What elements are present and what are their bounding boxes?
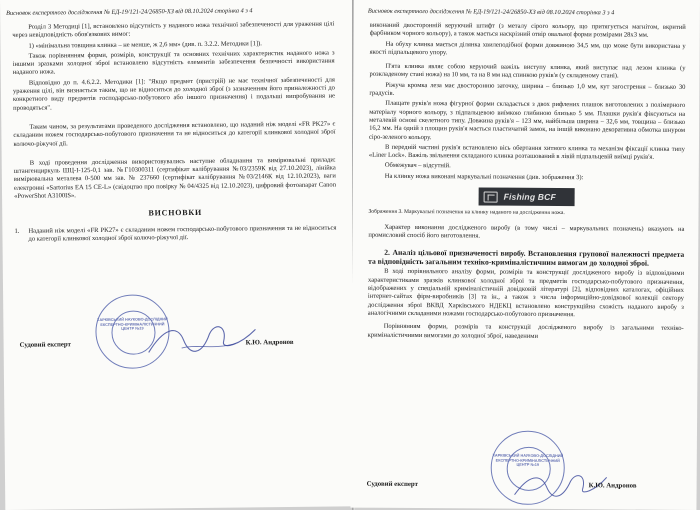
figure-caption: Зображення 3. Маркувальні позначення на клинку наданого на дослідження ножа. (368, 208, 565, 217)
paragraph: Розділ 3 Методиці [1], встановлено відсутність у наданого ножа технічної забезпеченості для ураження цілі через невідповідність обов'язкових вимог: (12, 20, 335, 40)
signature-label: Судовий експерт (366, 480, 418, 489)
signature-label: Судовий експерт (19, 341, 71, 349)
paragraph: В ході проведення дослідження використовувались наступне обладнання та вимірювальні прилади: штангенциркуль ШЦ-I-125-0,1 зав. №Г10300311 (сертифікат калібрування №03/2359К від 27.10.2023), лінійка вимірювальна металева 0-500 мм зав. № 237660 (сертифікат калібрування №03/2146К від 12.10.2023), ваги електронні «Sartorius EA 15 CE-L» (свідоцтво про повірку № 04/4325 від 12.10.2023), цифровий фотоапарат Canon «PowerShot A3100IS». (13, 156, 336, 200)
paragraph: Ріжуча кромка леза має двосторонню заточку, ширина – близько 1,0 мм, кут загострення – близько 30 градусів. (369, 81, 686, 97)
conclusion-number: 1. (14, 227, 20, 235)
page-header: Висновок експертного дослідження № ЕД-19/121-24/26850-ХЗ від 08.10.2024 сторінка 4 з 4 (6, 7, 253, 17)
signature-name: К.Ю. Андронов (588, 482, 637, 490)
paragraph: виконаний двосторонній керуючий штифт (з металу сірого кольору, що притягується магнітом, вкритий фарбником чорного кольору), а також мається наскрізний отвір овальної форми розмірами 28х3 мм. (369, 21, 686, 39)
paragraph: Також порівнянням форми, розмірів, конструкції та основних технічних характеристик наданого ножа з іншими зразками холодної зброї встановлено відсутність елементів забезпечення безпечності використання наданого ножа. (12, 49, 335, 77)
paragraph: Відповідно до п. 4.6.2.2. Методики [1]: "Якщо предмет (пристрій) не має технічної забезпеченості для ураження цілі, він визнається таким, що не відноситься до холодної зброї (з зазначенням його приналежності до конкретного виду предметів господарсько-побутового або іншого призначення) і подальші випробування не проводяться". (12, 76, 336, 112)
conclusion-item (14, 224, 336, 244)
page-body (368, 22, 686, 344)
paragraph: 1) «мінімальна товщина клинка – не менше, ж 2,6 мм» (див. п. 3.2.2. Методики [1]). (28, 39, 262, 50)
stamp-text: ХАРКІВСЬКИЙ НАУКОВО-ДОСЛІДНИЙ ЕКСПЕРТНО-КРИМІНАЛІСТИЧНИЙ ЦЕНТР №19 (96, 317, 168, 331)
paragraph: Порівнянням форми, розмірів та конструкції дослідженого виробу із загальними техніко-криміналістичними вимогами до холодної зброї, наведеними (367, 323, 684, 340)
paragraph: Плащате руків'я ножа фігурної форми складається з двох рифлених плашок виготовлених з полімерного матеріалу чорного кольору, з підпальцевою виїмкою глибиною близько 5 мм. Плашки руків'я фіксуються на металевій основі скелетного типу. Довжина руків'я – 123 мм, найбільша ширина – 32,6 мм, товщина – близько 16,2 мм. На одній з площин руків'я мається пластичатий замок, на іншій виконано декоративна обмотка шнуром сіро-зеленого кольору. (369, 100, 686, 141)
paragraph: Таким чином, за результатами проведеного дослідження встановлено, що наданий ніж моделі «FR PK27» є складаним ножем господарсько-побутового призначення та не відноситься до категорії клинкової холодної зброї колючо-ріжучої дії. (13, 120, 336, 148)
document-page-3 (350, 0, 700, 510)
marking-image (479, 188, 575, 207)
marking-text: Fishing BCF (503, 191, 556, 202)
signature-name: К.Ю. Андронов (245, 338, 294, 347)
paragraph: П'ята клинка являє собою керуючий важіль виступу клинка, який виступає над лезом клинка (у розкладеному стані ножа) на 10 мм, та на 8 мм над спинкою руків'я (у складеному стані). (369, 62, 686, 80)
brand-logo-icon (484, 191, 498, 202)
page-header: Висновок експертного дослідження № ЕД-19/121-24/26850-ХЗ від 08.10.2024 сторінка 3 з 4 (367, 7, 615, 17)
conclusions-heading: ВИСНОВКИ (148, 208, 203, 218)
paragraph: На обуху клинка мається ділянка хвилеподібної форми довжиною 34,5 мм, що може бути використана у якості підпальцевого упору. (369, 40, 686, 57)
figure-marking (369, 187, 685, 207)
paragraph: Характер виконання дослідженого виробу (в тому числі – маркувальних позначень) вказують на промисловий спосіб його виготовлення. (368, 223, 685, 240)
paragraph: На клинку ножа виконані маркувальні позначення (див. зображення 3): (384, 172, 584, 181)
stamp-text: ХАРКІВСЬКИЙ НАУКОВО-ДОСЛІДНИЙ ЕКСПЕРТНО-КРИМІНАЛІСТИЧНИЙ ЦЕНТР №19 (492, 453, 564, 468)
paragraph: В передній частині руків'я встановлено вісь обертання хитного клинка та механізм фіксації клинка типу «Liner Lock». Важіль звільнення складаного клинка розташований в лівій підпальцевій виїмці руків'я. (368, 143, 685, 161)
page-body (12, 21, 336, 245)
section-heading: 2. Аналіз цільової призначеності виробу. Встановлення групової належності предмета та відповідність загальним техніко-криміналістичним вимогам до холодної зброї. (368, 247, 685, 268)
paragraph: Обмежувач – відсутній. (384, 162, 451, 170)
conclusion-text: Наданий ніж моделі «FR PK27» є складаним ножем господарсько-побутового призначення та не відноситься до категорії клинкової холодної зброї колючо-ріжучої дії. (28, 224, 337, 243)
paragraph: В ході порівняльного аналізу форми, розмірів та конструкції дослідженого виробу із відповідними характеристиками зразків клинкової холодної зброї та предметів господарсько-побутового призначення, відображених у спеціальній криміналістичній довідковій літературі [2], відповідних каталогах, офіційних інтернет-сайтах фірм-виробників [3] та ін., а також з числа інформаційно-довідкової колекції сектору дослідження зброї ВКВД Харківського НДЕКЦ встановлено конструкційна схожість наданого виробу з аналогічними складаними ножами господарсько-побутового призначення. (367, 268, 685, 319)
